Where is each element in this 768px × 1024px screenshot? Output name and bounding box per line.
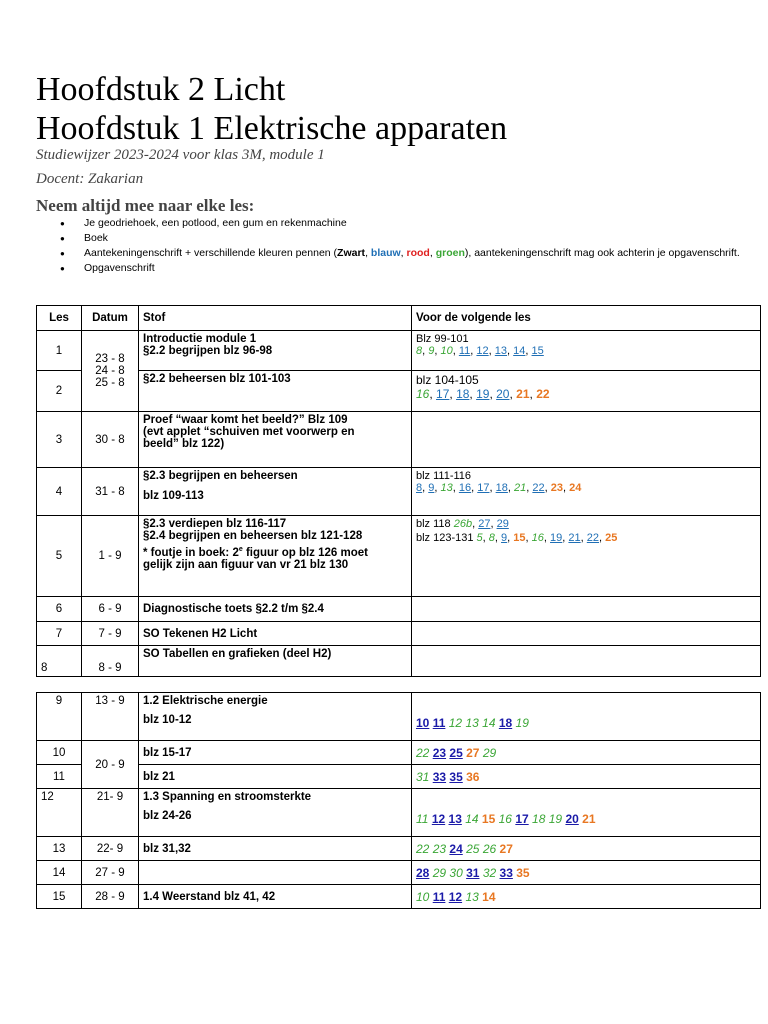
exercise-number: 30 (449, 865, 463, 880)
exercise-number: 25 (605, 532, 618, 544)
les-number: 6 (37, 597, 82, 622)
topic-cell (139, 371, 412, 412)
table-row (37, 885, 761, 909)
bring-item-text: Je geodriehoek, een potlood, een gum en rekenmachine (84, 217, 347, 229)
separator: , (470, 345, 477, 357)
exercise-number: 32 (482, 865, 497, 880)
merged-date-cell (82, 331, 139, 412)
exercise-number: 25 (466, 841, 480, 856)
exercise-numbers (416, 890, 756, 904)
exercise-number: 9 (428, 345, 435, 357)
date: 7 - 9 (82, 622, 139, 646)
table-row (37, 597, 761, 622)
table-row (37, 646, 761, 677)
exercise-number: 21 (514, 482, 527, 494)
exercise-number: 15 (481, 811, 496, 826)
topic-line: 1.3 Spanning en stroomsterkte (143, 791, 312, 803)
table-row (37, 468, 761, 516)
exercise-number: 14 (465, 811, 479, 826)
color-word-green: groen (435, 247, 465, 259)
separator: , (525, 532, 532, 544)
exercise-number: 27 (466, 745, 480, 760)
exercise-number: 18 (498, 715, 513, 730)
topic-cell (139, 693, 412, 741)
separator: , (449, 387, 457, 401)
exercise-number: 9 (501, 532, 508, 544)
les-number: 8 (37, 646, 82, 677)
homework-cell (412, 597, 761, 622)
topic-line: blz 24-26 (143, 810, 192, 822)
exercise-number: 26 (482, 841, 497, 856)
exercise-number: 21 (568, 532, 581, 544)
separator: , (482, 532, 489, 544)
topic-line: §2.3 verdiepen blz 116-117 (143, 518, 287, 530)
separator: , (429, 387, 437, 401)
exercise-number: 10 (440, 345, 453, 357)
separator: , (365, 247, 371, 259)
date: 27 - 9 (82, 861, 139, 885)
topic-cell: blz 15-17 (139, 741, 412, 765)
topic-line: Introductie module 1 (143, 333, 257, 345)
exercise-number: 16 (416, 387, 430, 401)
date: 1 - 9 (82, 516, 139, 597)
book-error-note (143, 546, 407, 559)
homework-pages: blz 123-131 (416, 532, 477, 544)
exercise-number: 22 (586, 532, 600, 544)
exercise-number: 17 (436, 387, 450, 401)
les-number: 4 (37, 468, 82, 516)
page-title-chapter-2: Hoofdstuk 2 Licht (36, 71, 286, 108)
table-row (37, 371, 761, 412)
exercise-number: 14 (482, 715, 496, 730)
separator: , (507, 482, 514, 494)
exercise-number: 19 (515, 715, 529, 730)
homework-cell (412, 516, 761, 597)
bring-item (60, 261, 740, 276)
separator: , (472, 518, 479, 530)
date: 25 - 8 (95, 377, 125, 389)
topic-cell: blz 31,32 (139, 837, 412, 861)
exercise-number: 11 (458, 345, 471, 357)
separator: , (544, 482, 551, 494)
exercise-number: 33 (499, 865, 513, 880)
separator: , (507, 532, 514, 544)
exercise-number: 20 (565, 811, 579, 826)
bring-item-text: Aantekeningenschrift + verschillende kleuren pennen ( (84, 247, 338, 259)
bring-item (60, 231, 740, 246)
homework-cell (412, 622, 761, 646)
header-homework: Voor de volgende les (412, 306, 761, 331)
homework-cell (412, 741, 761, 765)
separator: , (452, 482, 459, 494)
homework-cell (412, 837, 761, 861)
date: 30 - 8 (82, 412, 139, 468)
bring-item (60, 246, 740, 261)
exercise-numbers (416, 770, 756, 784)
exercise-number: 12 (431, 811, 446, 826)
exercise-number: 28 (416, 865, 430, 880)
exercise-numbers (416, 482, 756, 494)
bring-list (60, 216, 740, 276)
page-title-chapter-1: Hoofdstuk 1 Elektrische apparaten (36, 110, 508, 147)
topic-cell (139, 861, 412, 885)
exercise-number: 5 (476, 532, 483, 544)
homework-cell (412, 693, 761, 741)
exercise-number: 35 (516, 865, 530, 880)
exercise-number: 14 (513, 345, 526, 357)
homework-cell (412, 765, 761, 789)
exercise-number: 11 (416, 811, 429, 826)
exercise-number: 11 (432, 889, 446, 904)
separator: , (488, 345, 495, 357)
table-row (37, 331, 761, 371)
date: 23 - 8 (95, 353, 125, 365)
header-les: Les (37, 306, 82, 331)
les-number: 1 (37, 331, 82, 371)
exercise-number: 8 (416, 345, 423, 357)
exercise-number: 27 (499, 841, 513, 856)
table-row (37, 741, 761, 765)
exercise-numbers (477, 532, 618, 544)
exercise-number: 29 (432, 865, 447, 880)
separator: , (489, 387, 497, 401)
topic-cell: SO Tekenen H2 Licht (139, 622, 412, 646)
exercise-numbers (416, 746, 756, 760)
exercise-number: 22 (416, 745, 430, 760)
date: 21- 9 (82, 789, 139, 837)
exercise-number: 9 (428, 482, 435, 494)
topic-cell (139, 516, 412, 597)
exercise-number: 19 (548, 811, 563, 826)
exercise-number: 20 (496, 387, 510, 401)
exercise-number: 13 (448, 811, 462, 826)
separator: , (543, 532, 551, 544)
date: 28 - 9 (82, 885, 139, 909)
exercise-number: 12 (448, 889, 463, 904)
homework-cell (412, 331, 761, 371)
separator: , (471, 482, 478, 494)
exercise-number: 17 (477, 482, 490, 494)
exercise-number: 23 (550, 482, 563, 494)
topic-line: beeld” blz 122) (143, 438, 225, 450)
schedule-table-electric (36, 692, 761, 909)
exercise-number: 15 (531, 345, 544, 357)
exercise-number: 31 (416, 769, 430, 784)
homework-line (416, 518, 756, 530)
merged-date-cell: 20 - 9 (82, 741, 139, 789)
subtitle-teacher: Docent: Zakarian (36, 171, 144, 187)
exercise-number: 13 (494, 345, 508, 357)
color-word-blue: blauw (370, 247, 401, 259)
les-number: 5 (37, 516, 82, 597)
separator: , (490, 518, 497, 530)
exercise-number: 19 (476, 387, 490, 401)
bring-item-text: Boek (84, 232, 108, 244)
separator: , (469, 387, 477, 401)
exercise-number: 18 (495, 482, 508, 494)
table-row (37, 837, 761, 861)
exercise-number: 12 (448, 715, 463, 730)
book-error-note-line2: gelijk zijn aan figuur van vr 21 blz 130 (143, 558, 349, 571)
exercise-number: 10 (416, 715, 430, 730)
date: 13 - 9 (82, 693, 139, 741)
topic-line: §2.4 begrijpen en beheersen blz 121-128 (143, 530, 363, 542)
exercise-numbers (416, 716, 756, 730)
bring-item-text: Opgavenschrift (84, 262, 155, 274)
separator: , (494, 532, 502, 544)
exercise-number: 12 (476, 345, 489, 357)
date: 6 - 9 (82, 597, 139, 622)
table-row (37, 516, 761, 597)
date: 24 - 8 (95, 365, 125, 377)
separator: , (400, 247, 407, 259)
exercise-number: 35 (449, 769, 463, 784)
separator: , (509, 387, 517, 401)
header-datum: Datum (82, 306, 139, 331)
homework-cell (412, 371, 761, 412)
exercise-number: 23 (432, 841, 447, 856)
homework-pages: blz 111-116 (416, 470, 472, 482)
les-number: 7 (37, 622, 82, 646)
exercise-number: 24 (449, 841, 463, 856)
date: 22- 9 (82, 837, 139, 861)
homework-cell (412, 789, 761, 837)
topic-line: 1.2 Elektrische energie (143, 695, 268, 707)
les-number: 2 (37, 371, 82, 412)
exercise-number: 29 (496, 518, 509, 530)
topic-cell: Diagnostische toets §2.2 t/m §2.4 (139, 597, 412, 622)
separator: , (434, 345, 441, 357)
note-sup: e (238, 546, 243, 553)
topic-cell (139, 468, 412, 516)
exercise-number: 24 (569, 482, 582, 494)
table-row (37, 622, 761, 646)
exercise-number: 26b (453, 518, 473, 530)
note-text: figuur op blz 126 moet (242, 546, 368, 559)
exercise-number: 18 (456, 387, 470, 401)
separator: , (489, 482, 496, 494)
homework-cell (412, 861, 761, 885)
table-row (37, 789, 761, 837)
separator: , (422, 482, 429, 494)
topic-cell (139, 412, 412, 468)
topic-line: blz 10-12 (143, 714, 192, 726)
topic-cell (139, 789, 412, 837)
exercise-number: 13 (465, 715, 479, 730)
exercise-numbers (454, 518, 509, 530)
separator: , (580, 532, 587, 544)
topic-cell (139, 331, 412, 371)
topic-cell: SO Tabellen en grafieken (deel H2) (139, 646, 412, 677)
date: 31 - 8 (82, 468, 139, 516)
separator: , (525, 345, 532, 357)
exercise-numbers (416, 345, 756, 357)
exercise-number: 11 (432, 715, 446, 730)
exercise-number: 14 (482, 889, 496, 904)
separator: , (429, 247, 436, 259)
exercise-number: 22 (536, 387, 550, 401)
table-header-row (37, 306, 761, 331)
les-number: 14 (37, 861, 82, 885)
table-row (37, 693, 761, 741)
exercise-number: 17 (515, 811, 529, 826)
exercise-number: 15 (513, 532, 526, 544)
exercise-number: 13 (440, 482, 453, 494)
separator: , (452, 345, 459, 357)
separator: , (526, 482, 533, 494)
exercise-number: 21 (516, 387, 530, 401)
exercise-numbers (416, 866, 756, 880)
topic-line: Proef “waar komt het beeld?” Blz 109 (143, 414, 348, 426)
topic-cell: 1.4 Weerstand blz 41, 42 (139, 885, 412, 909)
separator: , (563, 482, 570, 494)
exercise-number: 27 (478, 518, 491, 530)
color-word-black: Zwart (337, 247, 366, 259)
exercise-number: 21 (582, 811, 596, 826)
subtitle-study-guide: Studiewijzer 2023-2024 voor klas 3M, module 1 (36, 147, 325, 163)
exercise-number: 19 (550, 532, 563, 544)
topic-line: §2.2 begrijpen blz 96-98 (143, 345, 273, 357)
schedule-table-light (36, 305, 761, 677)
table-row (37, 765, 761, 789)
exercise-number: 16 (498, 811, 512, 826)
homework-cell (412, 885, 761, 909)
exercise-number: 31 (466, 865, 480, 880)
exercise-number: 13 (465, 889, 479, 904)
exercise-number: 22 (532, 482, 545, 494)
color-word-red: rood (406, 247, 430, 259)
exercise-number: 33 (432, 769, 447, 784)
date: 8 - 9 (82, 646, 139, 677)
homework-pages: blz 118 (416, 518, 454, 530)
exercise-number: 25 (449, 745, 463, 760)
header-stof: Stof (139, 306, 412, 331)
topic-line: blz 109-113 (143, 490, 204, 502)
exercise-numbers (416, 387, 756, 401)
exercise-number: 16 (531, 532, 544, 544)
les-number: 3 (37, 412, 82, 468)
exercise-numbers (416, 812, 756, 826)
table-row (37, 861, 761, 885)
homework-pages: Blz 99-101 (416, 333, 469, 345)
separator: , (562, 532, 569, 544)
separator: , (422, 345, 429, 357)
topic-line: §2.2 beheersen blz 101-103 (143, 373, 291, 385)
bring-heading: Neem altijd mee naar elke les: (36, 196, 255, 215)
bring-item-text: ), aantekeningenschrift mag ook achterin je opgavenschrift. (464, 247, 740, 259)
exercise-number: 23 (432, 745, 447, 760)
separator: , (529, 387, 537, 401)
homework-cell (412, 468, 761, 516)
exercise-number: 22 (416, 841, 430, 856)
exercise-number: 8 (416, 482, 423, 494)
exercise-number: 36 (466, 769, 480, 784)
table-row (37, 412, 761, 468)
exercise-number: 8 (488, 532, 495, 544)
les-number: 12 (37, 789, 82, 837)
exercise-number: 18 (532, 811, 546, 826)
homework-cell (412, 412, 761, 468)
les-number: 15 (37, 885, 82, 909)
separator: , (434, 482, 441, 494)
homework-cell (412, 646, 761, 677)
les-number: 10 (37, 741, 82, 765)
topic-cell: blz 21 (139, 765, 412, 789)
homework-pages: blz 104-105 (416, 373, 479, 387)
exercise-numbers (416, 842, 756, 856)
homework-line (416, 532, 756, 544)
les-number: 9 (37, 693, 82, 741)
exercise-number: 16 (458, 482, 472, 494)
exercise-number: 29 (482, 745, 497, 760)
les-number: 11 (37, 765, 82, 789)
exercise-number: 10 (416, 889, 430, 904)
topic-line: §2.3 begrijpen en beheersen (143, 470, 298, 482)
separator: , (599, 532, 606, 544)
separator: , (507, 345, 514, 357)
topic-line: (evt applet “schuiven met voorwerp en (143, 426, 355, 438)
note-text: * foutje in boek: 2 (143, 546, 239, 559)
les-number: 13 (37, 837, 82, 861)
bring-item (60, 216, 740, 231)
